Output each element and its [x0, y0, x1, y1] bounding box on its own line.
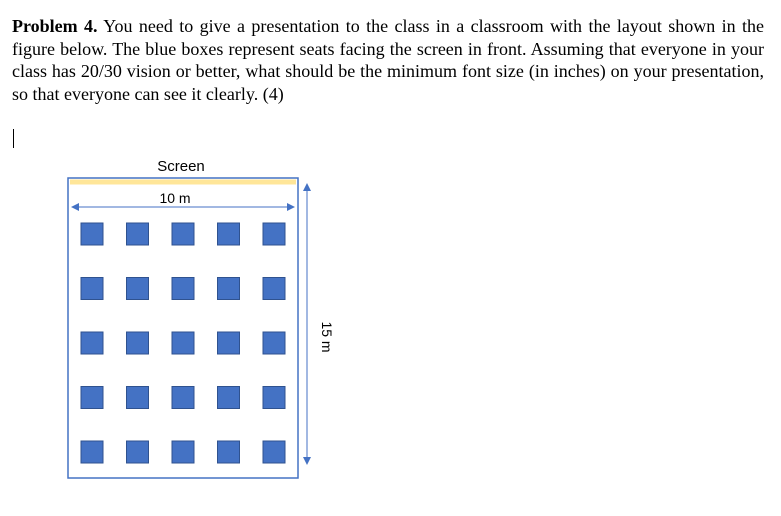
- seat: [172, 332, 194, 354]
- seat: [172, 223, 194, 245]
- seat: [218, 223, 240, 245]
- problem-text: You need to give a presentation to the class in a classroom with the layout shown in the figure below. The blue boxes represent seats facing the screen in front. Assuming that everyone in your class has 20/30 vision or better, what should be the minimum font size (in inches) on your presentation, so that everyone can see it clearly. (4): [12, 16, 764, 104]
- seat: [81, 441, 103, 463]
- screen-bar: [70, 180, 296, 185]
- depth-label: 15 m: [319, 321, 335, 353]
- seat: [218, 387, 240, 409]
- seat: [263, 332, 285, 354]
- seat: [263, 223, 285, 245]
- seat: [263, 387, 285, 409]
- seat: [218, 332, 240, 354]
- seat: [81, 223, 103, 245]
- seat: [127, 332, 149, 354]
- seat: [172, 441, 194, 463]
- seat: [263, 441, 285, 463]
- width-label: 10 m: [159, 190, 191, 206]
- seat: [172, 278, 194, 300]
- seat: [263, 278, 285, 300]
- seat: [81, 278, 103, 300]
- seat: [81, 332, 103, 354]
- seat: [127, 278, 149, 300]
- screen-label: Screen: [157, 158, 205, 175]
- seat: [127, 223, 149, 245]
- seat: [172, 387, 194, 409]
- seat: [127, 387, 149, 409]
- seat: [218, 278, 240, 300]
- seat: [127, 441, 149, 463]
- seat: [218, 441, 240, 463]
- seat: [81, 387, 103, 409]
- problem-label: Problem 4.: [12, 16, 98, 36]
